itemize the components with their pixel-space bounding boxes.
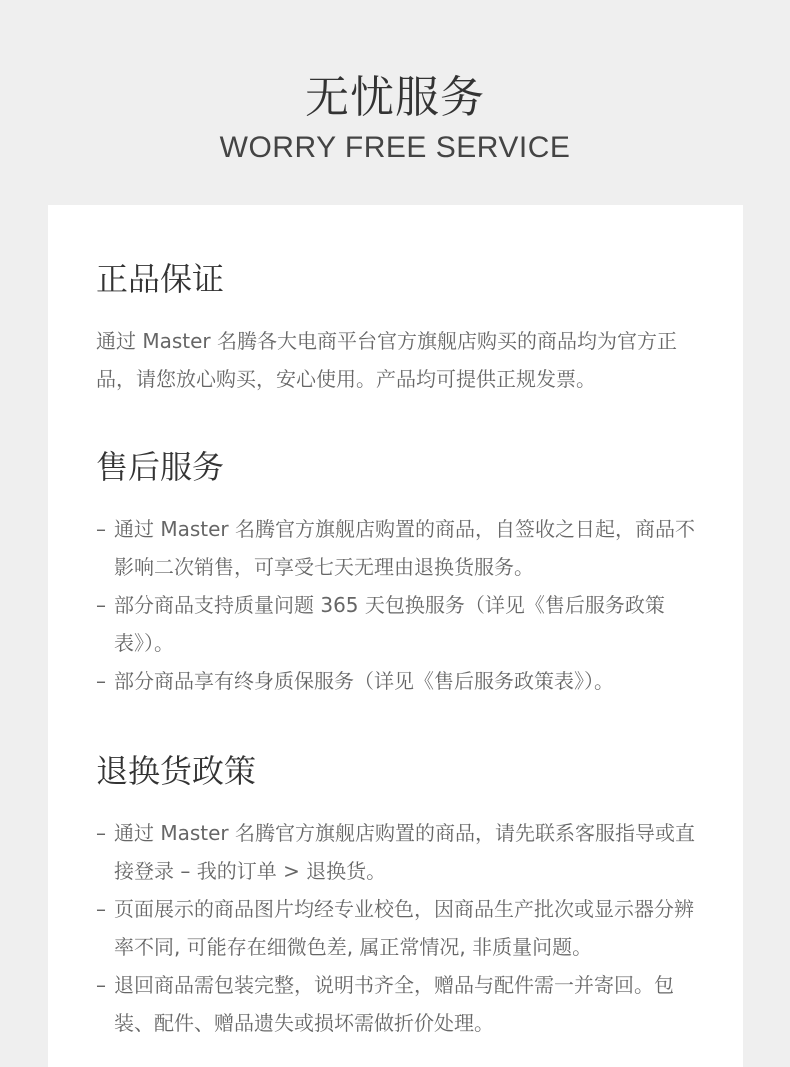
service-card <box>48 205 743 1067</box>
section-after-sales <box>96 445 706 700</box>
return-policy-list <box>96 814 706 1042</box>
list-item-text: 页面展示的商品图片均经专业校色，因商品生产批次或显示器分辨率不同, 可能存在细微色差, 属正常情况, 非质量问题。 <box>114 897 694 959</box>
bullet-dash: – <box>96 593 106 617</box>
bullet-dash: – <box>96 897 106 921</box>
page-title: 无忧服务 <box>305 72 485 123</box>
list-item <box>96 510 706 586</box>
list-item <box>96 890 706 966</box>
page-subtitle: WORRY FREE SERVICE <box>219 131 571 164</box>
list-item <box>96 966 706 1042</box>
list-item <box>96 662 706 700</box>
bullet-dash: – <box>96 517 106 541</box>
after-sales-list <box>96 510 706 700</box>
section-return-policy <box>96 749 706 1042</box>
list-item-text: 部分商品享有终身质保服务（详见《售后服务政策表》）。 <box>114 669 614 693</box>
section-title: 退换货政策 <box>96 752 257 790</box>
page-header <box>0 0 790 205</box>
section-title: 正品保证 <box>96 260 225 298</box>
bullet-dash: – <box>96 973 106 997</box>
section-title: 售后服务 <box>96 448 225 486</box>
list-item-text: 通过 Master 名腾官方旗舰店购置的商品，自签收之日起，商品不影响二次销售，可享受七天无理由退换货服务。 <box>114 517 696 579</box>
list-item-text: 通过 Master 名腾官方旗舰店购置的商品，请先联系客服指导或直接登录 – 我的订单 > 退换货。 <box>114 821 696 883</box>
bullet-dash: – <box>96 669 106 693</box>
list-item-text: 部分商品支持质量问题 365 天包换服务（详见《售后服务政策表》）。 <box>114 593 665 655</box>
section-paragraph: 通过 Master 名腾各大电商平台官方旗舰店购买的商品均为官方正品，请您放心购买，安心使用。产品均可提供正规发票。 <box>96 329 678 391</box>
list-item <box>96 586 706 662</box>
bullet-dash: – <box>96 821 106 845</box>
list-item <box>96 814 706 890</box>
list-item-text: 退回商品需包装完整，说明书齐全，赠品与配件需一并寄回。包装、配件、赠品遗失或损坏需做折价处理。 <box>114 973 674 1035</box>
section-genuine-guarantee <box>96 257 706 398</box>
